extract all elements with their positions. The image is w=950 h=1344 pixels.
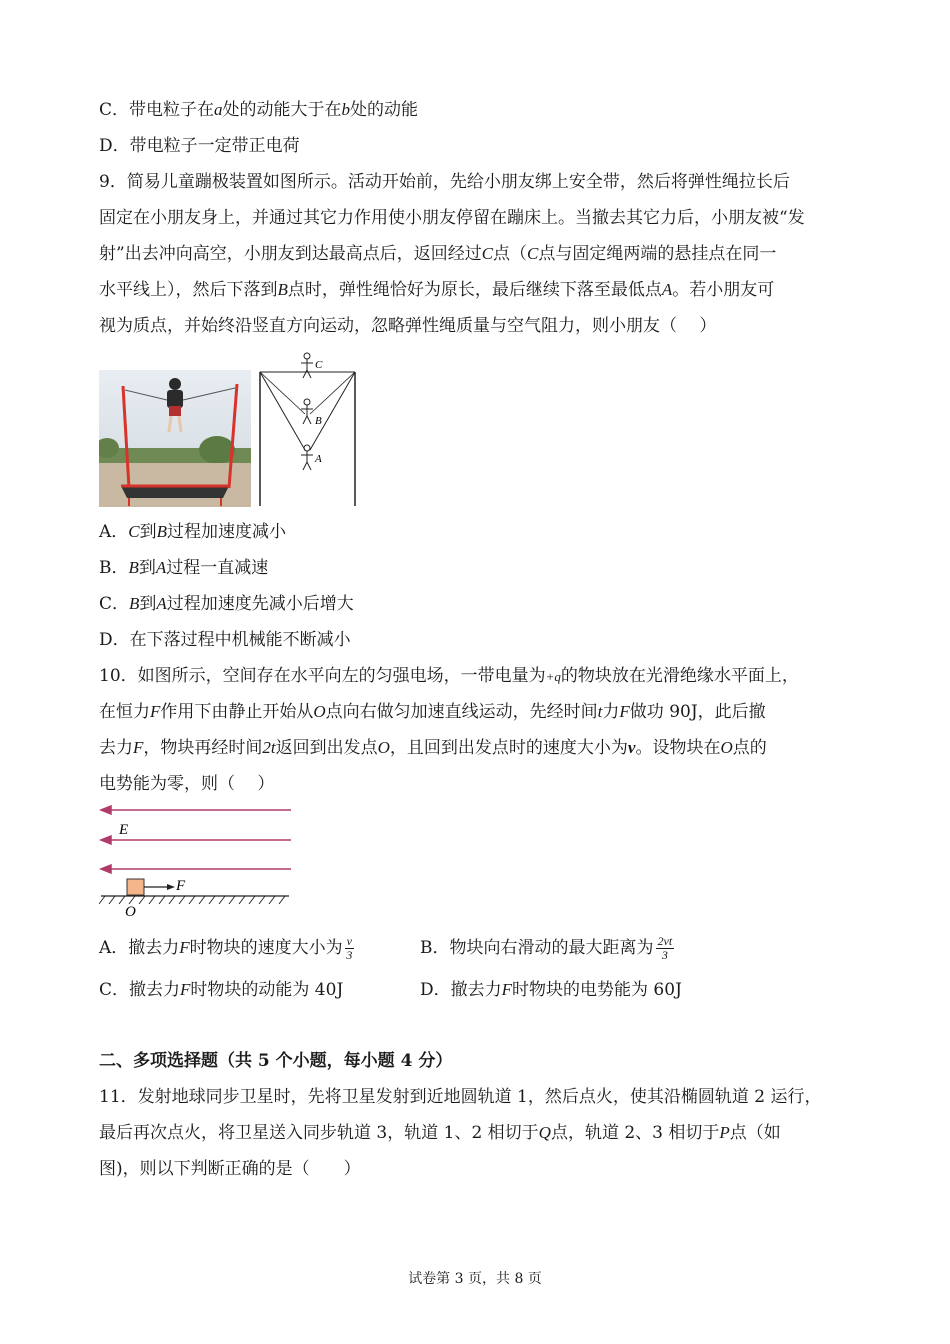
q9-line-4: 水平线上），然后下落到B点时，弹性绳恰好为原长，最后继续下落至最低点A。若小朋友可 xyxy=(99,280,775,300)
diagram-label-c: C xyxy=(315,359,323,371)
q9-option-a: A．C到B过程加速度减小 xyxy=(99,522,287,542)
q10-option-a: A．撤去力F时物块的速度大小为 $\frac{v}{3}$ xyxy=(99,934,353,962)
block xyxy=(127,879,144,895)
field-label-e: E xyxy=(119,822,129,838)
q11-line-3: 图)，则以下判断正确的是（ ） xyxy=(99,1159,361,1179)
q9-option-b: B．B到A过程一直减速 xyxy=(99,558,269,578)
fraction-2vt-3: $\frac{2vt}{3}$ xyxy=(657,934,673,962)
page-footer: 试卷第 3 页，共 8 页 xyxy=(408,1271,542,1287)
diagram-label-b: B xyxy=(315,415,322,427)
q10-line-3: 去力F，物块再经时间2t返回到出发点O，且回到出发点时的速度大小为v。设物块在O点的 xyxy=(99,738,767,758)
q10-option-b: B．物块向右滑动的最大距离为 $\frac{2vt}{3}$ xyxy=(420,934,673,962)
q9-line-5: 视为质点，并始终沿竖直方向运动，忽略弹性绳质量与空气阻力，则小朋友（ ） xyxy=(99,316,717,336)
bungee-photo xyxy=(99,370,251,507)
bungee-diagram xyxy=(255,350,360,510)
origin-label-o: O xyxy=(125,904,136,920)
q10-line-4: 电势能为零，则（ ） xyxy=(99,774,275,794)
q9-line-3: 射”出去冲向高空，小朋友到达最高点后，返回经过C点（C点与固定绳两端的悬挂点在同一 xyxy=(99,244,777,264)
prev-option-d: D．带电粒子一定带正电荷 xyxy=(99,136,300,156)
q10-line-2: 在恒力F作用下由静止开始从O点向右做匀加速直线运动，先经时间t力F做功 90J，此后撤 xyxy=(99,702,766,722)
q9-line-1: 9．简易儿童蹦极装置如图所示。活动开始前，先给小朋友绑上安全带，然后将弹性绳拉长后 xyxy=(99,172,790,192)
field-lines xyxy=(101,806,291,873)
q11-line-2: 最后再次点火，将卫星送入同步轨道 3，轨道 1、2 相切于Q点，轨道 2、3 相切于P点（如 xyxy=(99,1123,781,1143)
q9-option-d: D．在下落过程中机械能不断减小 xyxy=(99,630,351,650)
q10-option-c: C．撤去力F时物块的动能为 40J xyxy=(99,980,344,1000)
q10-line-1: 10．如图所示，空间存在水平向左的匀强电场，一带电量为+q的物块放在光滑绝缘水平面上， xyxy=(99,666,799,686)
section-heading: 二、多项选择题（共 5 个小题，每小题 4 分） xyxy=(99,1051,453,1071)
ground-hatch xyxy=(99,896,285,904)
electric-field-diagram xyxy=(99,800,299,920)
q10-option-d: D．撤去力F时物块的电势能为 60J xyxy=(420,980,682,1000)
prev-option-c: C．带电粒子在a处的动能大于在b处的动能 xyxy=(99,100,419,120)
fraction-v-3: $\frac{v}{3}$ xyxy=(346,934,353,962)
q9-option-c: C．B到A过程加速度先减小后增大 xyxy=(99,594,354,614)
diagram-label-a: A xyxy=(315,453,322,465)
q11-line-1: 11．发射地球同步卫星时，先将卫星发射到近地圆轨道 1，然后点火，使其沿椭圆轨道 2 运行， xyxy=(99,1087,822,1107)
force-label-f: F xyxy=(176,878,186,894)
q9-line-2: 固定在小朋友身上，并通过其它力作用使小朋友停留在蹦床上。当撤去其它力后，小朋友被“发 xyxy=(99,208,805,228)
